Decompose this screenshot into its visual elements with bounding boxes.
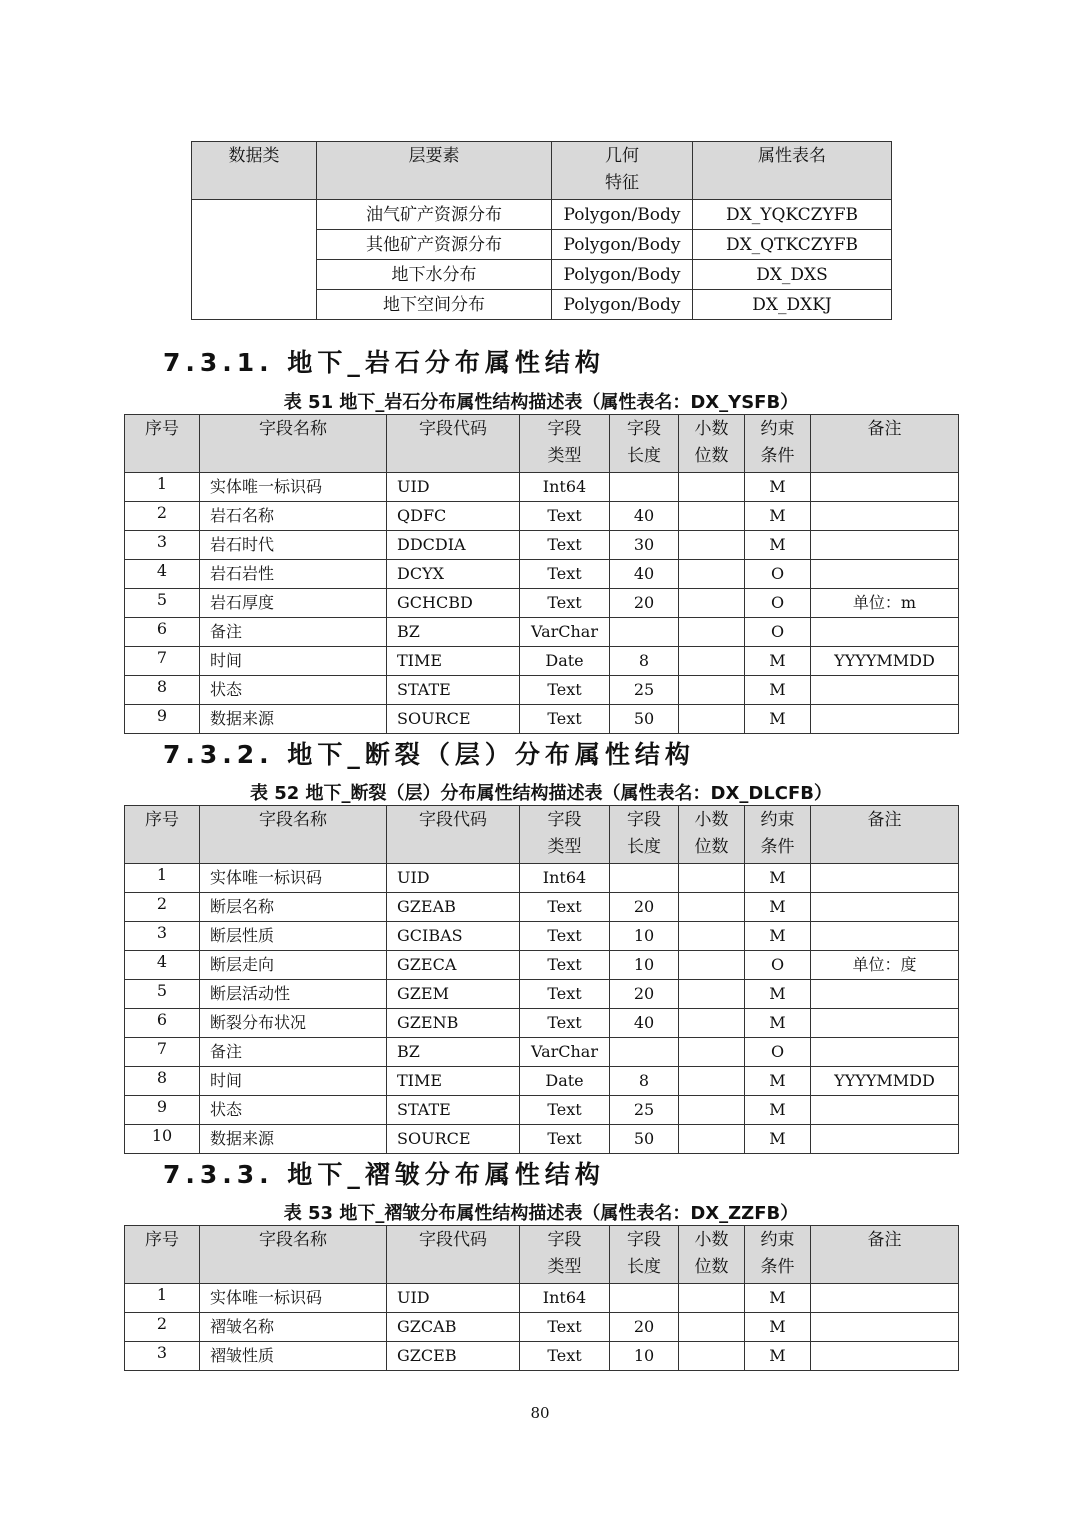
header-field-type bbox=[520, 806, 610, 864]
field-name-cell: 数据来源 bbox=[200, 705, 387, 734]
header-field-name bbox=[200, 806, 387, 864]
constraint-cell: O bbox=[745, 951, 811, 980]
field-row bbox=[125, 864, 959, 893]
field-name-cell: 岩石名称 bbox=[200, 502, 387, 531]
seq-cell: 9 bbox=[125, 1096, 200, 1125]
header-decimal-text: 小数 bbox=[694, 1230, 729, 1250]
field-code-cell: BZ bbox=[387, 1038, 520, 1067]
field-length-cell: 20 bbox=[610, 893, 679, 922]
decimal-cell bbox=[679, 1284, 745, 1313]
seq-cell: 8 bbox=[125, 1067, 200, 1096]
decimal-cell bbox=[679, 893, 745, 922]
seq-cell: 2 bbox=[125, 893, 200, 922]
header-field-name-text: 字段名称 bbox=[259, 810, 327, 830]
field-row bbox=[125, 1096, 959, 1125]
field-length-cell: 20 bbox=[610, 1313, 679, 1342]
field-table-header bbox=[125, 806, 959, 864]
section-heading-2: 7.3.2. 地下_断裂（层）分布属性结构 bbox=[163, 740, 695, 769]
field-length-cell: 10 bbox=[610, 951, 679, 980]
field-length-cell: 10 bbox=[610, 922, 679, 951]
decimal-cell bbox=[679, 1009, 745, 1038]
seq-cell: 2 bbox=[125, 502, 200, 531]
header-field-length-text: 长度 bbox=[627, 446, 661, 466]
header-field-name-text: 字段名称 bbox=[259, 419, 327, 439]
field-name-cell: 断层名称 bbox=[200, 893, 387, 922]
header-field-type bbox=[520, 415, 610, 473]
field-type-cell: Text bbox=[520, 560, 610, 589]
header-seq-text: 序号 bbox=[145, 419, 179, 439]
field-table-header bbox=[125, 1226, 959, 1284]
field-row bbox=[125, 502, 959, 531]
header-field-code bbox=[387, 1226, 520, 1284]
field-length-cell bbox=[610, 864, 679, 893]
header-field-code-text: 字段代码 bbox=[419, 419, 487, 439]
note-cell bbox=[811, 473, 959, 502]
field-type-cell: Text bbox=[520, 531, 610, 560]
header-field-name bbox=[200, 415, 387, 473]
header-field-name bbox=[200, 1226, 387, 1284]
constraint-cell: M bbox=[745, 1125, 811, 1154]
field-name-cell: 岩石时代 bbox=[200, 531, 387, 560]
field-row bbox=[125, 951, 959, 980]
header-field-type-text: 类型 bbox=[547, 446, 582, 466]
decimal-cell bbox=[679, 951, 745, 980]
constraint-cell: O bbox=[745, 560, 811, 589]
note-cell bbox=[811, 1125, 959, 1154]
note-cell bbox=[811, 1313, 959, 1342]
header-constraint-text: 约束 bbox=[760, 1230, 795, 1250]
field-length-cell: 40 bbox=[610, 560, 679, 589]
field-type-cell: Int64 bbox=[520, 1284, 610, 1313]
constraint-cell: M bbox=[745, 980, 811, 1009]
geometry-cell: Polygon/Body bbox=[552, 290, 693, 320]
field-name-cell: 数据来源 bbox=[200, 1125, 387, 1154]
decimal-cell bbox=[679, 1313, 745, 1342]
header-geometry bbox=[552, 142, 693, 200]
header-field-name-text: 字段名称 bbox=[259, 1230, 327, 1250]
header-field-type-text: 字段 bbox=[547, 1230, 582, 1250]
field-type-cell: Text bbox=[520, 1313, 610, 1342]
note-cell bbox=[811, 676, 959, 705]
header-constraint-text: 条件 bbox=[760, 837, 795, 857]
field-name-cell: 褶皱名称 bbox=[200, 1313, 387, 1342]
field-name-cell: 褶皱性质 bbox=[200, 1342, 387, 1371]
note-cell: 单位：m bbox=[811, 589, 959, 618]
field-type-cell: Text bbox=[520, 589, 610, 618]
note-cell: YYYYMMDD bbox=[811, 1067, 959, 1096]
header-note bbox=[811, 1226, 959, 1284]
seq-cell: 10 bbox=[125, 1125, 200, 1154]
header-field-type-text: 类型 bbox=[547, 1257, 582, 1277]
decimal-cell bbox=[679, 1342, 745, 1371]
field-code-cell: GZCEB bbox=[387, 1342, 520, 1371]
field-name-cell: 断层走向 bbox=[200, 951, 387, 980]
header-decimal bbox=[679, 806, 745, 864]
decimal-cell bbox=[679, 980, 745, 1009]
note-cell bbox=[811, 1038, 959, 1067]
field-code-cell: GZENB bbox=[387, 1009, 520, 1038]
decimal-cell bbox=[679, 473, 745, 502]
header-field-code-text: 字段代码 bbox=[419, 1230, 487, 1250]
field-row bbox=[125, 1038, 959, 1067]
header-constraint bbox=[745, 806, 811, 864]
field-name-cell: 实体唯一标识码 bbox=[200, 473, 387, 502]
decimal-cell bbox=[679, 1038, 745, 1067]
field-row bbox=[125, 647, 959, 676]
field-name-cell: 时间 bbox=[200, 1067, 387, 1096]
header-geometry-line1: 几何 bbox=[605, 146, 639, 166]
header-note bbox=[811, 806, 959, 864]
decimal-cell bbox=[679, 502, 745, 531]
field-type-cell: Text bbox=[520, 893, 610, 922]
field-row bbox=[125, 1342, 959, 1371]
constraint-cell: M bbox=[745, 864, 811, 893]
geometry-cell: Polygon/Body bbox=[552, 260, 693, 290]
field-code-cell: UID bbox=[387, 473, 520, 502]
header-field-type bbox=[520, 1226, 610, 1284]
section-heading-3: 7.3.3. 地下_褶皱分布属性结构 bbox=[163, 1160, 605, 1189]
field-code-cell: QDFC bbox=[387, 502, 520, 531]
field-type-cell: Text bbox=[520, 502, 610, 531]
data-class-cell bbox=[192, 200, 317, 320]
field-row bbox=[125, 560, 959, 589]
field-row bbox=[125, 893, 959, 922]
field-row bbox=[125, 1067, 959, 1096]
header-decimal-text: 位数 bbox=[694, 837, 729, 857]
decimal-cell bbox=[679, 922, 745, 951]
header-constraint-text: 条件 bbox=[760, 446, 795, 466]
field-name-cell: 断层活动性 bbox=[200, 980, 387, 1009]
field-length-cell: 20 bbox=[610, 980, 679, 1009]
field-code-cell: GZCAB bbox=[387, 1313, 520, 1342]
header-note-text: 备注 bbox=[867, 1230, 902, 1250]
constraint-cell: M bbox=[745, 1313, 811, 1342]
seq-cell: 9 bbox=[125, 705, 200, 734]
field-name-cell: 备注 bbox=[200, 618, 387, 647]
layer-element-cell: 地下空间分布 bbox=[317, 290, 552, 320]
field-length-cell: 30 bbox=[610, 531, 679, 560]
header-seq bbox=[125, 415, 200, 473]
seq-cell: 4 bbox=[125, 560, 200, 589]
header-field-type-text: 字段 bbox=[547, 810, 582, 830]
field-type-cell: Text bbox=[520, 951, 610, 980]
field-name-cell: 实体唯一标识码 bbox=[200, 864, 387, 893]
seq-cell: 6 bbox=[125, 618, 200, 647]
geometry-cell: Polygon/Body bbox=[552, 200, 693, 230]
field-row bbox=[125, 705, 959, 734]
decimal-cell bbox=[679, 531, 745, 560]
field-code-cell: UID bbox=[387, 1284, 520, 1313]
header-field-length bbox=[610, 415, 679, 473]
field-type-cell: Text bbox=[520, 1096, 610, 1125]
field-table-51 bbox=[124, 414, 959, 734]
field-row bbox=[125, 922, 959, 951]
field-length-cell: 25 bbox=[610, 1096, 679, 1125]
decimal-cell bbox=[679, 647, 745, 676]
field-code-cell: TIME bbox=[387, 647, 520, 676]
layer-element-cell: 地下水分布 bbox=[317, 260, 552, 290]
field-length-cell: 50 bbox=[610, 705, 679, 734]
field-name-cell: 状态 bbox=[200, 676, 387, 705]
constraint-cell: O bbox=[745, 589, 811, 618]
field-type-cell: Text bbox=[520, 980, 610, 1009]
note-cell: 单位：度 bbox=[811, 951, 959, 980]
seq-cell: 6 bbox=[125, 1009, 200, 1038]
section-heading-1: 7.3.1. 地下_岩石分布属性结构 bbox=[163, 348, 605, 377]
field-type-cell: Text bbox=[520, 1342, 610, 1371]
field-row bbox=[125, 618, 959, 647]
field-name-cell: 断裂分布状况 bbox=[200, 1009, 387, 1038]
header-field-code bbox=[387, 415, 520, 473]
seq-cell: 1 bbox=[125, 473, 200, 502]
field-type-cell: Text bbox=[520, 1125, 610, 1154]
field-type-cell: VarChar bbox=[520, 618, 610, 647]
seq-cell: 3 bbox=[125, 531, 200, 560]
field-length-cell bbox=[610, 1284, 679, 1313]
note-cell bbox=[811, 705, 959, 734]
note-cell bbox=[811, 922, 959, 951]
page-number: 80 bbox=[530, 1404, 550, 1422]
decimal-cell bbox=[679, 705, 745, 734]
seq-cell: 8 bbox=[125, 676, 200, 705]
decimal-cell bbox=[679, 676, 745, 705]
table-caption-51: 表 51 地下_岩石分布属性结构描述表（属性表名：DX_YSFB） bbox=[283, 392, 799, 413]
field-type-cell: Text bbox=[520, 1009, 610, 1038]
field-length-cell bbox=[610, 618, 679, 647]
constraint-cell: M bbox=[745, 647, 811, 676]
header-field-length-text: 字段 bbox=[627, 810, 661, 830]
field-row bbox=[125, 531, 959, 560]
field-code-cell: DDCDIA bbox=[387, 531, 520, 560]
field-length-cell: 8 bbox=[610, 1067, 679, 1096]
field-row bbox=[125, 473, 959, 502]
field-code-cell: GZECA bbox=[387, 951, 520, 980]
field-length-cell: 20 bbox=[610, 589, 679, 618]
header-decimal-text: 小数 bbox=[694, 810, 729, 830]
constraint-cell: M bbox=[745, 676, 811, 705]
field-row bbox=[125, 1313, 959, 1342]
header-constraint-text: 条件 bbox=[760, 1257, 795, 1277]
seq-cell: 4 bbox=[125, 951, 200, 980]
note-cell bbox=[811, 864, 959, 893]
field-type-cell: Date bbox=[520, 1067, 610, 1096]
constraint-cell: M bbox=[745, 1067, 811, 1096]
header-field-length bbox=[610, 1226, 679, 1284]
field-code-cell: STATE bbox=[387, 676, 520, 705]
header-field-type-text: 字段 bbox=[547, 419, 582, 439]
field-row bbox=[125, 1125, 959, 1154]
seq-cell: 1 bbox=[125, 864, 200, 893]
attr-table-cell: DX_YQKCZYFB bbox=[693, 200, 892, 230]
header-seq-text: 序号 bbox=[145, 810, 179, 830]
header-decimal-text: 位数 bbox=[694, 446, 729, 466]
field-length-cell: 40 bbox=[610, 502, 679, 531]
field-row bbox=[125, 589, 959, 618]
constraint-cell: O bbox=[745, 618, 811, 647]
decimal-cell bbox=[679, 1067, 745, 1096]
field-name-cell: 岩石厚度 bbox=[200, 589, 387, 618]
field-code-cell: DCYX bbox=[387, 560, 520, 589]
header-decimal-text: 小数 bbox=[694, 419, 729, 439]
field-name-cell: 状态 bbox=[200, 1096, 387, 1125]
header-field-type-text: 类型 bbox=[547, 837, 582, 857]
header-geometry-line2: 特征 bbox=[605, 173, 639, 193]
table-caption-52: 表 52 地下_断裂（层）分布属性结构描述表（属性表名：DX_DLCFB） bbox=[249, 783, 833, 804]
field-type-cell: VarChar bbox=[520, 1038, 610, 1067]
field-row bbox=[125, 980, 959, 1009]
field-code-cell: GCHCBD bbox=[387, 589, 520, 618]
field-type-cell: Int64 bbox=[520, 864, 610, 893]
note-cell bbox=[811, 1096, 959, 1125]
field-code-cell: BZ bbox=[387, 618, 520, 647]
field-table-header bbox=[125, 415, 959, 473]
constraint-cell: M bbox=[745, 1009, 811, 1038]
seq-cell: 7 bbox=[125, 1038, 200, 1067]
field-code-cell: GCIBAS bbox=[387, 922, 520, 951]
header-seq bbox=[125, 1226, 200, 1284]
constraint-cell: M bbox=[745, 705, 811, 734]
header-seq bbox=[125, 806, 200, 864]
field-code-cell: SOURCE bbox=[387, 1125, 520, 1154]
seq-cell: 5 bbox=[125, 980, 200, 1009]
field-code-cell: STATE bbox=[387, 1096, 520, 1125]
field-code-cell: TIME bbox=[387, 1067, 520, 1096]
layer-row bbox=[192, 200, 892, 230]
note-cell: YYYYMMDD bbox=[811, 647, 959, 676]
header-field-length-text: 字段 bbox=[627, 1230, 661, 1250]
field-type-cell: Text bbox=[520, 705, 610, 734]
field-length-cell bbox=[610, 1038, 679, 1067]
header-field-length-text: 长度 bbox=[627, 837, 661, 857]
constraint-cell: O bbox=[745, 1038, 811, 1067]
constraint-cell: M bbox=[745, 473, 811, 502]
attr-table-cell: DX_DXS bbox=[693, 260, 892, 290]
header-constraint bbox=[745, 1226, 811, 1284]
constraint-cell: M bbox=[745, 1342, 811, 1371]
header-seq-text: 序号 bbox=[145, 1230, 179, 1250]
layer-element-cell: 油气矿产资源分布 bbox=[317, 200, 552, 230]
geometry-cell: Polygon/Body bbox=[552, 230, 693, 260]
field-length-cell: 10 bbox=[610, 1342, 679, 1371]
seq-cell: 3 bbox=[125, 1342, 200, 1371]
constraint-cell: M bbox=[745, 1096, 811, 1125]
field-name-cell: 岩石岩性 bbox=[200, 560, 387, 589]
field-length-cell bbox=[610, 473, 679, 502]
field-length-cell: 8 bbox=[610, 647, 679, 676]
field-length-cell: 40 bbox=[610, 1009, 679, 1038]
attr-table-cell: DX_DXKJ bbox=[693, 290, 892, 320]
constraint-cell: M bbox=[745, 502, 811, 531]
table-caption-53: 表 53 地下_褶皱分布属性结构描述表（属性表名：DX_ZZFB） bbox=[283, 1203, 799, 1224]
decimal-cell bbox=[679, 589, 745, 618]
field-code-cell: GZEM bbox=[387, 980, 520, 1009]
note-cell bbox=[811, 893, 959, 922]
field-row bbox=[125, 1009, 959, 1038]
field-type-cell: Date bbox=[520, 647, 610, 676]
note-cell bbox=[811, 618, 959, 647]
field-code-cell: UID bbox=[387, 864, 520, 893]
field-row bbox=[125, 676, 959, 705]
header-attr-table-name: 属性表名 bbox=[693, 142, 892, 200]
header-field-length-text: 长度 bbox=[627, 1257, 661, 1277]
field-code-cell: GZEAB bbox=[387, 893, 520, 922]
header-data-class: 数据类 bbox=[192, 142, 317, 200]
decimal-cell bbox=[679, 1125, 745, 1154]
header-decimal-text: 位数 bbox=[694, 1257, 729, 1277]
header-constraint-text: 约束 bbox=[760, 419, 795, 439]
constraint-cell: M bbox=[745, 1284, 811, 1313]
header-decimal bbox=[679, 1226, 745, 1284]
header-constraint-text: 约束 bbox=[760, 810, 795, 830]
field-length-cell: 50 bbox=[610, 1125, 679, 1154]
attr-table-cell: DX_QTKCZYFB bbox=[693, 230, 892, 260]
note-cell bbox=[811, 560, 959, 589]
field-name-cell: 断层性质 bbox=[200, 922, 387, 951]
field-type-cell: Text bbox=[520, 676, 610, 705]
decimal-cell bbox=[679, 864, 745, 893]
field-table-53 bbox=[124, 1225, 959, 1371]
header-note bbox=[811, 415, 959, 473]
seq-cell: 5 bbox=[125, 589, 200, 618]
layer-element-cell: 其他矿产资源分布 bbox=[317, 230, 552, 260]
note-cell bbox=[811, 1284, 959, 1313]
header-layer-element: 层要素 bbox=[317, 142, 552, 200]
field-row bbox=[125, 1284, 959, 1313]
note-cell bbox=[811, 1342, 959, 1371]
decimal-cell bbox=[679, 618, 745, 647]
constraint-cell: M bbox=[745, 893, 811, 922]
layer-table-header bbox=[192, 142, 892, 200]
header-field-length-text: 字段 bbox=[627, 419, 661, 439]
header-note-text: 备注 bbox=[867, 810, 902, 830]
header-note-text: 备注 bbox=[867, 419, 902, 439]
constraint-cell: M bbox=[745, 531, 811, 560]
decimal-cell bbox=[679, 1096, 745, 1125]
seq-cell: 2 bbox=[125, 1313, 200, 1342]
header-decimal bbox=[679, 415, 745, 473]
field-table-52 bbox=[124, 805, 959, 1154]
layer-table bbox=[191, 141, 892, 320]
header-field-code bbox=[387, 806, 520, 864]
seq-cell: 7 bbox=[125, 647, 200, 676]
field-type-cell: Int64 bbox=[520, 473, 610, 502]
field-type-cell: Text bbox=[520, 922, 610, 951]
note-cell bbox=[811, 531, 959, 560]
decimal-cell bbox=[679, 560, 745, 589]
seq-cell: 3 bbox=[125, 922, 200, 951]
field-name-cell: 备注 bbox=[200, 1038, 387, 1067]
field-code-cell: SOURCE bbox=[387, 705, 520, 734]
note-cell bbox=[811, 1009, 959, 1038]
header-constraint bbox=[745, 415, 811, 473]
note-cell bbox=[811, 502, 959, 531]
note-cell bbox=[811, 980, 959, 1009]
field-name-cell: 实体唯一标识码 bbox=[200, 1284, 387, 1313]
field-name-cell: 时间 bbox=[200, 647, 387, 676]
seq-cell: 1 bbox=[125, 1284, 200, 1313]
field-length-cell: 25 bbox=[610, 676, 679, 705]
constraint-cell: M bbox=[745, 922, 811, 951]
header-field-length bbox=[610, 806, 679, 864]
header-field-code-text: 字段代码 bbox=[419, 810, 487, 830]
